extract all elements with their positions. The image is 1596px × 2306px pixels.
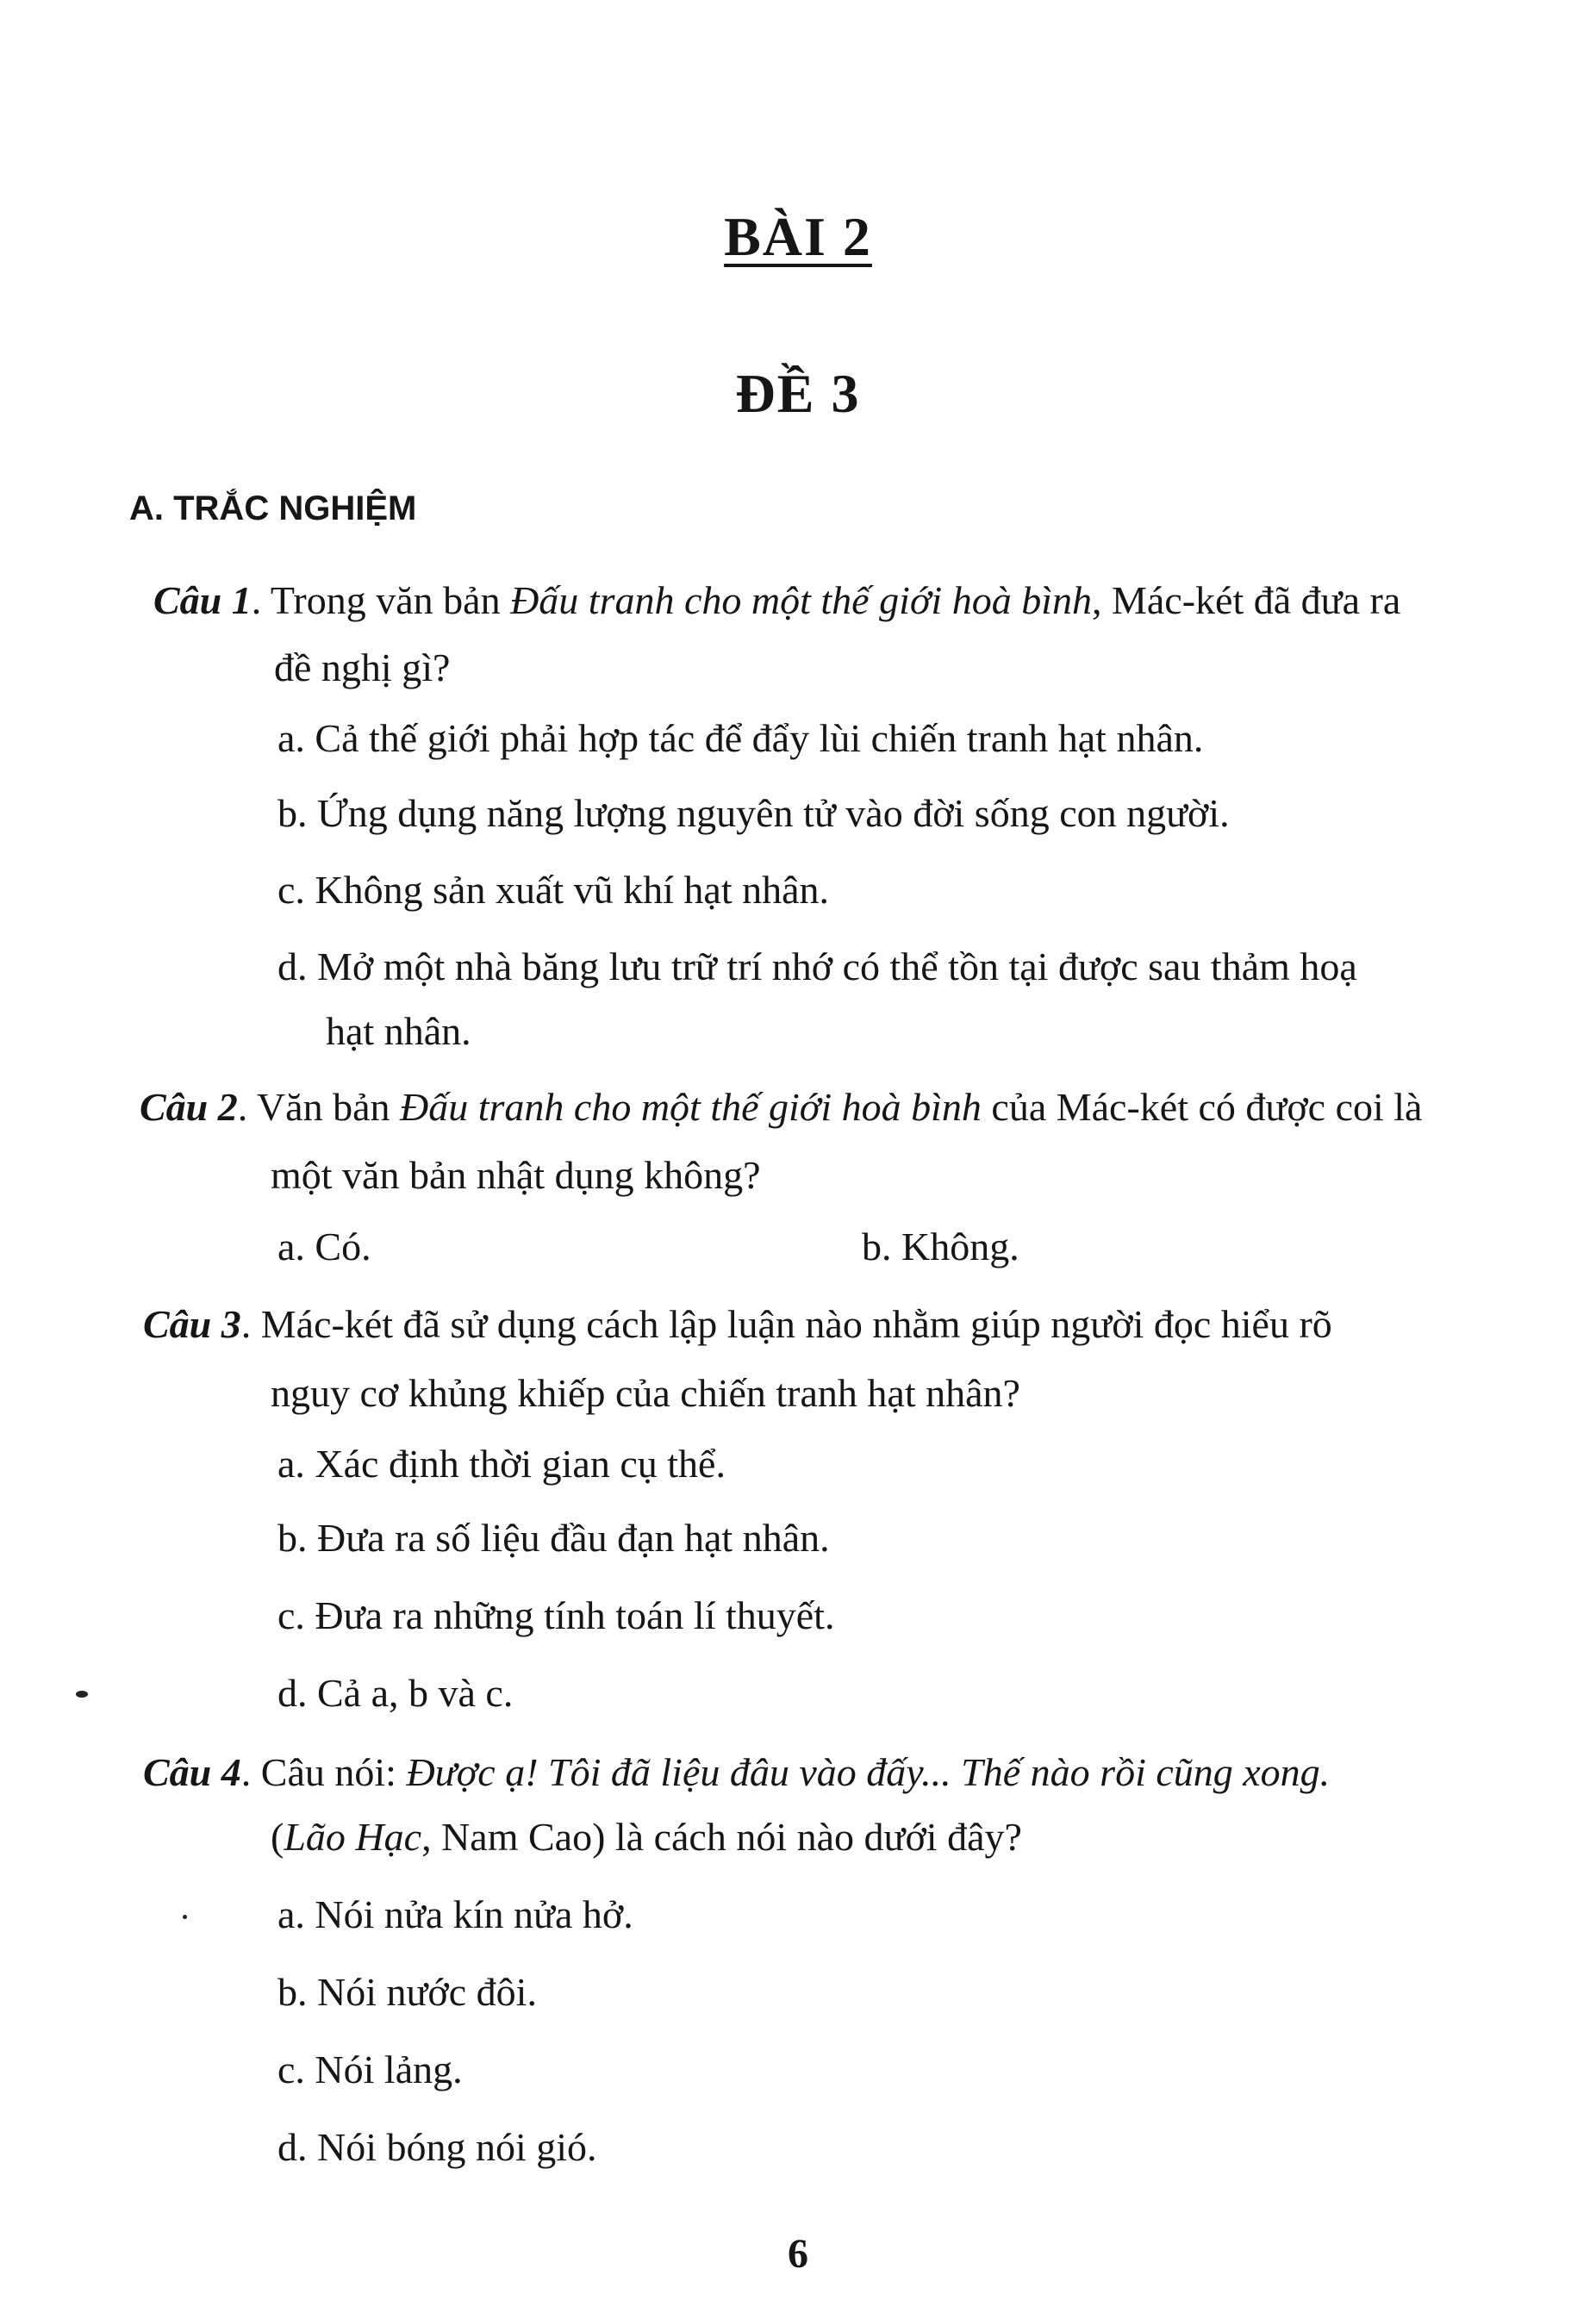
question-2-label: Câu 2 [140,1085,238,1129]
question-2-option-a: a. Có. [277,1225,371,1268]
question-3-label: Câu 3 [143,1302,241,1346]
question-2-line-1: Câu 2. Văn bản Đấu tranh cho một thế giới hoà bình của Mác-két có được coi là [140,1085,1423,1129]
question-1-option-a: a. Cả thế giới phải hợp tác để đẩy lùi chiến tranh hạt nhân. [277,716,1204,760]
question-4-option-d: d. Nói bóng nói gió. [277,2125,597,2169]
question-3-option-c: c. Đưa ra những tính toán lí thuyết. [277,1593,835,1637]
question-4-option-b: b. Nói nước đôi. [277,1970,537,2014]
question-4-option-c: c. Nói lảng. [277,2047,463,2091]
question-1-line-1: Câu 1. Trong văn bản Đấu tranh cho một thế giới hoà bình, Mác-két đã đưa ra [153,578,1401,622]
question-3-line-2: nguy cơ khủng khiếp của chiến tranh hạt nhân? [271,1371,1020,1415]
exam-title: ĐỀ 3 [735,363,861,424]
question-4-option-a: a. Nói nửa kín nửa hở. [277,1892,633,1936]
lesson-title: BÀI 2 [724,206,872,267]
question-1-line-2: đề nghị gì? [274,645,451,689]
question-2-line-2: một văn bản nhật dụng không? [271,1153,761,1197]
question-2-option-b: b. Không. [862,1225,1019,1268]
question-1-option-d: d. Mở một nhà băng lưu trữ trí nhớ có thể tồn tại được sau thảm hoạ [277,944,1357,988]
page-number: 6 [788,2231,808,2277]
question-4-line-2: (Lão Hạc, Nam Cao) là cách nói nào dưới đây? [271,1815,1022,1859]
question-3-option-a: a. Xác định thời gian cụ thể. [277,1442,726,1486]
question-4-line-1: Câu 4. Câu nói: Được ạ! Tôi đã liệu đâu vào đấy... Thế nào rồi cũng xong. [143,1750,1331,1794]
question-3-line-1: Câu 3. Mác-két đã sử dụng cách lập luận nào nhằm giúp người đọc hiểu rõ [143,1302,1332,1346]
question-1-label: Câu 1 [153,578,252,622]
scan-speck [183,1915,187,1919]
question-4-label: Câu 4 [143,1750,241,1794]
question-3-option-d: d. Cả a, b và c. [277,1671,514,1715]
question-1-option-c: c. Không sản xuất vũ khí hạt nhân. [277,868,830,912]
scan-speck [76,1691,88,1698]
question-3-option-b: b. Đưa ra số liệu đầu đạn hạt nhân. [277,1516,830,1560]
question-1-option-d-cont: hạt nhân. [326,1009,471,1053]
section-heading: A. TRẮC NGHIỆM [129,489,417,527]
question-1-option-b: b. Ứng dụng năng lượng nguyên tử vào đời sống con người. [277,791,1230,835]
